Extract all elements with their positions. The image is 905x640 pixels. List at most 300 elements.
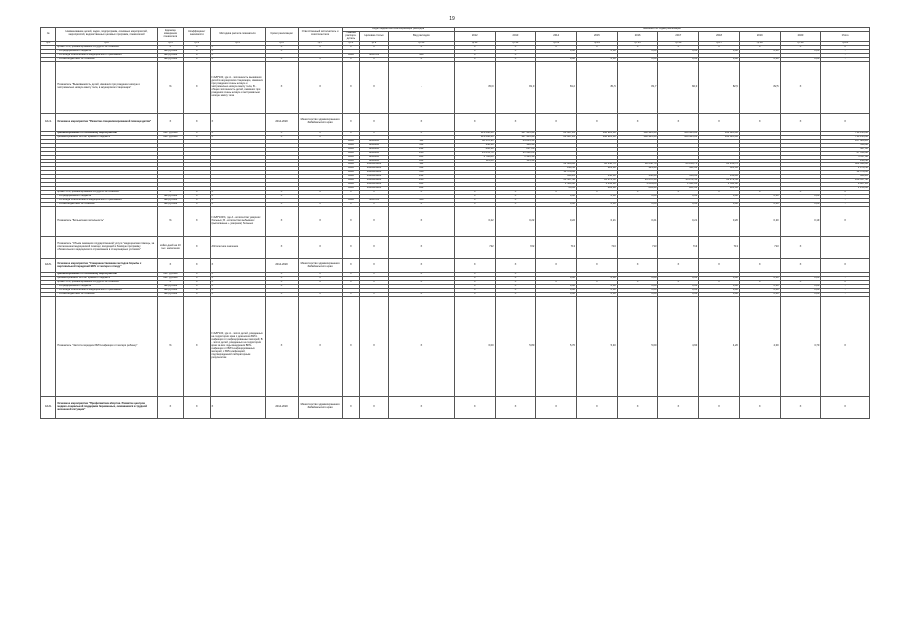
column-number: гр.17 — [699, 41, 740, 45]
row-year-value: 8 087,20 — [821, 183, 870, 187]
row-year-value: 108 925,00 — [658, 135, 699, 139]
row-responsible: X — [298, 296, 342, 396]
row-coef: X — [184, 203, 210, 207]
row-name: кроме того, финансирование из других источников: — [56, 191, 157, 195]
row-kbk-gr: X — [342, 45, 360, 49]
row-year-value: 0,00 — [699, 195, 740, 199]
row-coef: X — [184, 259, 210, 273]
row-year-value: X — [780, 45, 821, 49]
row-year-value: X — [821, 296, 870, 396]
col-header-year: 2013 — [495, 31, 536, 41]
row-year-value: 47 513,90 — [821, 151, 870, 155]
col-header-year: 2016 — [617, 31, 658, 41]
row-method: X — [210, 53, 265, 57]
row-year-value: X — [780, 61, 821, 113]
row-year-value: - — [821, 195, 870, 199]
row-year-value: X — [536, 259, 577, 273]
row-year-value: X — [454, 195, 495, 199]
row-method: X — [210, 289, 265, 293]
row-year-value: X — [780, 396, 821, 418]
col-header-year: Итого — [821, 31, 870, 41]
row-kbk-cs: X — [360, 203, 389, 207]
row-year-value: 115,40 — [495, 159, 536, 163]
row-kbk-vr: X — [388, 237, 454, 259]
row-year-value: X — [780, 237, 821, 259]
row-method: X — [210, 277, 265, 281]
row-name: финансирование по основному мероприятию — [56, 131, 157, 135]
row-unit: % — [157, 207, 183, 237]
row-year-value: X — [739, 281, 780, 285]
row-year-value: 1 641,80 — [617, 183, 658, 187]
row-year-value: X — [577, 259, 618, 273]
row-unit: X — [157, 396, 183, 418]
row-unit: тыс.рублей — [157, 285, 183, 289]
row-unit: тыс.рублей — [157, 57, 183, 61]
row-responsible: X — [298, 61, 342, 113]
row-year-value: X — [577, 191, 618, 195]
row-year-value: 1 331,30 — [495, 155, 536, 159]
column-number: гр.11 — [454, 41, 495, 45]
row-year-value: - — [821, 57, 870, 61]
row-year-value: X — [577, 45, 618, 49]
row-coef: X — [184, 289, 210, 293]
row-year-value: 82,0 — [658, 61, 699, 113]
row-year-value: 1 523,00 — [536, 183, 577, 187]
column-number: гр.8 — [342, 41, 360, 45]
row-year-value: 736 135,30 — [821, 135, 870, 139]
table-row — [41, 396, 870, 418]
row-kbk-cs: 1640414486 — [360, 163, 389, 167]
row-year-value: 0,00 — [739, 289, 780, 293]
row-year-value: X — [495, 281, 536, 285]
row-name: - из федерального бюджета — [56, 49, 157, 53]
row-year-value: X — [617, 281, 658, 285]
table-row — [41, 61, 870, 113]
row-name: финансирование за счет краевого бюджета — [56, 277, 157, 281]
col-header-year: 2018 — [699, 31, 740, 41]
row-kbk-cs: 5051701 — [360, 53, 389, 57]
row-year-value: 447,00 — [821, 147, 870, 151]
row-year-value: 0,00 — [699, 49, 740, 53]
column-number: гр.13 — [536, 41, 577, 45]
row-kbk-gr: X — [342, 396, 360, 418]
row-year-value: 383 994,80 — [821, 163, 870, 167]
row-year-value: 0,00 — [699, 285, 740, 289]
row-year-value: 81,2 — [536, 61, 577, 113]
row-year-value: 0,00 — [658, 285, 699, 289]
row-term: X — [265, 296, 298, 396]
row-year-value: 108 925,00 — [699, 131, 740, 135]
row-term: 2014-2020 — [265, 113, 298, 131]
row-coef: X — [184, 281, 210, 285]
row-year-value: X — [454, 285, 495, 289]
row-kbk-gr: 0909 — [342, 53, 360, 57]
row-kbk-vr: X — [388, 207, 454, 237]
row-name: - из внебюджетных источников — [56, 57, 157, 61]
row-year-value: X — [699, 259, 740, 273]
row-year-value: X — [495, 199, 536, 203]
row-unit: X — [157, 113, 183, 131]
row-kbk-gr: 0909 — [342, 175, 360, 179]
row-unit: X — [157, 45, 183, 49]
row-year-value: 83 927,20 — [536, 131, 577, 135]
row-unit: тыс.рублей — [157, 203, 183, 207]
row-year-value: X — [454, 273, 495, 277]
column-number: гр.15 — [617, 41, 658, 45]
row-year-value: 80 258,70 — [577, 163, 618, 167]
row-method: X — [210, 259, 265, 273]
row-responsible: X — [298, 45, 342, 49]
col-header-values: Значения по годам реализации — [454, 28, 869, 32]
row-kbk-cs: X — [360, 61, 389, 113]
row-year-value: 81,0 — [495, 61, 536, 113]
row-year-value: X — [454, 191, 495, 195]
col-header-term: Сроки реализации — [265, 28, 298, 42]
row-method: X — [210, 49, 265, 53]
row-method: X — [210, 199, 265, 203]
row-responsible: Министерство здравоохранения Забайкальского края — [298, 259, 342, 273]
column-number: гр.5 — [210, 41, 265, 45]
row-kbk-vr: X — [388, 45, 454, 49]
row-name: Основное мероприятие "Профилактика абортов. Развитие центров медико-социальной поддержки беременных, оказавшихся в трудной жизненной ситуации" — [56, 396, 157, 418]
row-term: X — [265, 195, 298, 199]
row-name: - из федерального бюджета — [56, 195, 157, 199]
row-method: X — [210, 113, 265, 131]
row-year-value: X — [658, 113, 699, 131]
row-kbk-vr: 119 — [388, 171, 454, 175]
row-year-value: 4,20 — [699, 296, 740, 396]
row-year-value: X — [821, 207, 870, 237]
row-coef: X — [184, 277, 210, 281]
row-method: I=A/B*100%, где A - количество умерших больных; B - количество выбывших (выписанные + умершие) больных — [210, 207, 265, 237]
row-year-value: 0,00 — [739, 285, 780, 289]
row-year-value: 0,21 — [617, 207, 658, 237]
row-year-value: 26,00 — [536, 187, 577, 191]
row-method: X — [210, 135, 265, 139]
row-year-value: 0,00 — [617, 57, 658, 61]
row-kbk-vr: 852 — [388, 159, 454, 163]
row-year-value: X — [658, 259, 699, 273]
row-unit: % — [157, 61, 183, 113]
row-year-value: 0,00 — [658, 203, 699, 207]
row-responsible: X — [298, 237, 342, 259]
row-year-value: X — [658, 45, 699, 49]
row-year-value: 230,00 — [454, 147, 495, 151]
row-kbk-gr: 0909 — [342, 155, 360, 159]
row-year-value: 108 925,00 — [577, 135, 618, 139]
row-year-value: 108 925,00 — [699, 135, 740, 139]
row-method: X — [210, 396, 265, 418]
column-number: гр.12 — [495, 41, 536, 45]
row-kbk-gr: 0909 — [342, 183, 360, 187]
row-kbk-gr: 0909 — [342, 167, 360, 171]
row-kbk-gr: 0909 — [342, 143, 360, 147]
row-year-value: X — [739, 191, 780, 195]
row-kbk-cs: X — [360, 281, 389, 285]
row-year-value: X — [617, 396, 658, 418]
row-year-value: 0,00 — [536, 203, 577, 207]
row-year-value: 0,00 — [780, 289, 821, 293]
row-year-value: 1 641,80 — [699, 183, 740, 187]
col-header-cs: Целевая статья — [360, 31, 389, 41]
col-header-name: Наименование целей, задач, подпрограмм, основных мероприятий, мероприятий, ведомственных целевых программ, показателей — [56, 28, 157, 42]
row-kbk-cs: X — [360, 191, 389, 195]
row-year-value: X — [739, 45, 780, 49]
row-unit: тыс.рублей — [157, 195, 183, 199]
col-header-gr: Главный распоря-дитель — [342, 31, 360, 41]
row-name: кроме того, финансирование из других источников: — [56, 45, 157, 49]
col-header-no: № — [41, 28, 56, 42]
row-year-value: 321,00 — [577, 167, 618, 171]
row-name: - из внебюджетных источников — [56, 292, 157, 296]
column-number: гр.2 — [56, 41, 157, 45]
column-number: гр.16 — [658, 41, 699, 45]
row-coef: X — [184, 45, 210, 49]
row-year-value: 0,00 — [577, 49, 618, 53]
row-method: X — [210, 57, 265, 61]
row-year-value: X — [454, 203, 495, 207]
row-year-value: X — [454, 45, 495, 49]
row-kbk-cs: X — [360, 292, 389, 296]
row-year-value: 0,00 — [658, 277, 699, 281]
row-year-value: X — [739, 113, 780, 131]
row-term: 2014-2020 — [265, 396, 298, 418]
row-number — [41, 237, 56, 259]
row-year-value: - — [821, 285, 870, 289]
col-header-year: 2017 — [658, 31, 699, 41]
row-kbk-vr: 851 — [388, 183, 454, 187]
row-year-value: 3,70 — [780, 296, 821, 396]
page-number: 19 — [449, 16, 455, 22]
row-year-value: 3 786,80 — [454, 155, 495, 159]
row-year-value: X — [495, 113, 536, 131]
row-year-value: 107 403,90 — [495, 131, 536, 135]
row-year-value: X — [454, 49, 495, 53]
row-kbk-cs: 4860000 — [360, 155, 389, 159]
col-header-method: Методика расчета показателя — [210, 28, 265, 42]
row-unit: % — [157, 296, 183, 396]
row-kbk-vr: X — [388, 113, 454, 131]
row-name: Показатель "Больничная летальность" — [56, 207, 157, 237]
col-header-year: 2019 — [739, 31, 780, 41]
row-year-value: X — [617, 191, 658, 195]
row-year-value: 80 258,70 — [699, 163, 740, 167]
row-responsible: Министерство здравоохранения Забайкальского края — [298, 113, 342, 131]
row-year-value: 217,00 — [495, 147, 536, 151]
row-year-value: 81,7 — [617, 61, 658, 113]
row-year-value: 321,00 — [658, 167, 699, 171]
row-method: X — [210, 131, 265, 135]
row-year-value: 4,60 — [658, 296, 699, 396]
row-name: - из федерального бюджета — [56, 285, 157, 289]
row-kbk-cs: 1640414486 — [360, 179, 389, 183]
row-kbk-cs: 4860000 — [360, 159, 389, 163]
row-number — [41, 61, 56, 113]
row-coef: X — [184, 53, 210, 57]
row-year-value: 713 — [577, 237, 618, 259]
row-year-value: 0,00 — [739, 203, 780, 207]
row-year-value: 150,00 — [617, 175, 658, 179]
row-kbk-vr: 111 — [388, 139, 454, 143]
row-year-value: X — [495, 45, 536, 49]
row-year-value: 150,00 — [658, 175, 699, 179]
row-unit: тыс.рублей — [157, 292, 183, 296]
row-term: X — [265, 277, 298, 281]
row-year-value: 0,21 — [658, 207, 699, 237]
row-kbk-gr: 0909 — [342, 163, 360, 167]
row-year-value: 13 578,30 — [821, 171, 870, 175]
row-name: - из Фонда обязательного медицинского страхования — [56, 289, 157, 293]
row-responsible: X — [298, 281, 342, 285]
row-kbk-cs: 1640414486 — [360, 171, 389, 175]
row-year-value: X — [495, 57, 536, 61]
row-year-value: 713 — [699, 237, 740, 259]
row-year-value: X — [658, 396, 699, 418]
row-year-value: X — [495, 292, 536, 296]
row-year-value: 0,22 — [495, 207, 536, 237]
col-header-unit: Единица измерения показателя — [157, 28, 183, 42]
row-year-value: 0,00 — [577, 292, 618, 296]
row-term: X — [265, 285, 298, 289]
row-year-value: X — [780, 113, 821, 131]
column-number: гр.20 — [821, 41, 870, 45]
row-year-value: 0,00 — [536, 49, 577, 53]
row-year-value: 0,00 — [699, 292, 740, 296]
row-kbk-cs: X — [360, 273, 389, 277]
row-year-value: 346,00 — [454, 143, 495, 147]
row-term: X — [265, 237, 298, 259]
row-year-value: X — [495, 191, 536, 195]
row-year-value: 943,20 — [821, 175, 870, 179]
row-kbk-vr: 112 — [388, 143, 454, 147]
row-year-value: X — [780, 259, 821, 273]
row-year-value: 713 — [617, 237, 658, 259]
row-year-value: 108 925,00 — [577, 131, 618, 135]
row-unit: тыс. рублей — [157, 277, 183, 281]
row-year-value: X — [577, 281, 618, 285]
row-name: - из Фонда обязательного медицинского страхования — [56, 199, 157, 203]
row-year-value: 0,00 — [617, 195, 658, 199]
row-year-value: - — [821, 203, 870, 207]
row-kbk-cs: X — [360, 296, 389, 396]
row-year-value: 150,00 — [577, 175, 618, 179]
row-name: финансирование по основному мероприятию — [56, 273, 157, 277]
table-row — [41, 259, 870, 273]
row-kbk-cs: X — [360, 237, 389, 259]
row-year-value: 0,00 — [577, 289, 618, 293]
row-kbk-vr: 242 — [388, 175, 454, 179]
row-year-value: 0,00 — [780, 277, 821, 281]
row-year-value: 62 968,80 — [536, 163, 577, 167]
row-year-value: 80,0 — [454, 61, 495, 113]
row-year-value: X — [699, 191, 740, 195]
row-year-value: X — [454, 259, 495, 273]
row-kbk-cs: X — [360, 259, 389, 273]
table-row — [41, 113, 870, 131]
row-year-value: 113 008,20 — [454, 131, 495, 135]
row-year-value: 0,19 — [780, 207, 821, 237]
row-kbk-vr: X — [388, 131, 454, 135]
row-year-value: 0,00 — [780, 195, 821, 199]
row-name: Показатель "Объем оказания государственной услуги "медицинская помощь, за исключением медицинской помощи, входящей в базовую программу обязательного медицинского страхования в стационарных условиях" — [56, 237, 157, 259]
row-kbk-vr: 244 — [388, 151, 454, 155]
row-kbk-cs: X — [360, 207, 389, 237]
row-year-value: 1 641,80 — [658, 183, 699, 187]
row-responsible: X — [298, 203, 342, 207]
row-year-value: X — [821, 259, 870, 273]
row-name: - из Фонда обязательного медицинского страхования — [56, 53, 157, 57]
row-year-value: 26 272,50 — [617, 179, 658, 183]
row-year-value: 128 657,40 — [821, 179, 870, 183]
row-name: Показатель "Выживаемость детей, имевших при рождении низкую и экстремально низкую массу тела, в акушерском стационаре" — [56, 61, 157, 113]
row-year-value: X — [821, 396, 870, 418]
row-year-value: 0,00 — [780, 203, 821, 207]
row-term: X — [265, 273, 298, 277]
row-year-value: 5,80 — [495, 296, 536, 396]
row-year-value: 82,5 — [739, 61, 780, 113]
row-term: X — [265, 292, 298, 296]
row-term: X — [265, 191, 298, 195]
row-method: X — [210, 285, 265, 289]
row-year-value: 168,90 — [495, 143, 536, 147]
row-year-value: X — [577, 113, 618, 131]
row-year-value: X — [821, 191, 870, 195]
row-kbk-vr: - — [388, 61, 454, 113]
row-name: финансирование за счет краевого бюджета — [56, 135, 157, 139]
row-year-value: - — [821, 292, 870, 296]
row-year-value: 281,00 — [658, 187, 699, 191]
row-year-value: 1 150,00 — [821, 187, 870, 191]
row-term: X — [265, 57, 298, 61]
column-number: гр.4 — [184, 41, 210, 45]
column-number: гр.3 — [157, 41, 183, 45]
row-year-value: 108 925,00 — [617, 131, 658, 135]
row-year-value: 82,5 — [699, 61, 740, 113]
row-year-value: 113 008,20 — [454, 135, 495, 139]
row-number: 4.1.5. — [41, 259, 56, 273]
row-kbk-gr: X — [342, 57, 360, 61]
row-responsible: X — [298, 273, 342, 277]
row-term: X — [265, 49, 298, 53]
row-kbk-cs: X — [360, 57, 389, 61]
row-year-value: 150,00 — [699, 175, 740, 179]
row-year-value: X — [454, 113, 495, 131]
row-kbk-vr: 242 — [388, 147, 454, 151]
row-year-value: X — [821, 45, 870, 49]
row-year-value: X — [821, 113, 870, 131]
column-number: гр.18 — [739, 41, 780, 45]
row-year-value: 0,00 — [536, 289, 577, 293]
row-year-value: 0,00 — [536, 285, 577, 289]
row-year-value: 0,00 — [577, 57, 618, 61]
row-coef: X — [184, 285, 210, 289]
row-year-value: X — [495, 277, 536, 281]
row-year-value: 23 567,40 — [536, 179, 577, 183]
row-kbk-gr: 0909 — [342, 187, 360, 191]
row-kbk-gr: 0909 — [342, 151, 360, 155]
row-kbk-cs: X — [360, 45, 389, 49]
row-kbk-vr: 244 — [388, 179, 454, 183]
row-year-value: 0,21 — [577, 207, 618, 237]
row-year-value: 4,00 — [739, 296, 780, 396]
row-year-value: X — [617, 45, 658, 49]
row-kbk-gr: 0909 — [342, 199, 360, 203]
row-responsible: X — [298, 191, 342, 195]
row-name: Показатель "Частота передачи ВИЧ-инфекции от матери ребенку" — [56, 296, 157, 396]
row-year-value: 0,00 — [780, 57, 821, 61]
row-year-value: 0,00 — [658, 195, 699, 199]
row-year-value: X — [495, 285, 536, 289]
